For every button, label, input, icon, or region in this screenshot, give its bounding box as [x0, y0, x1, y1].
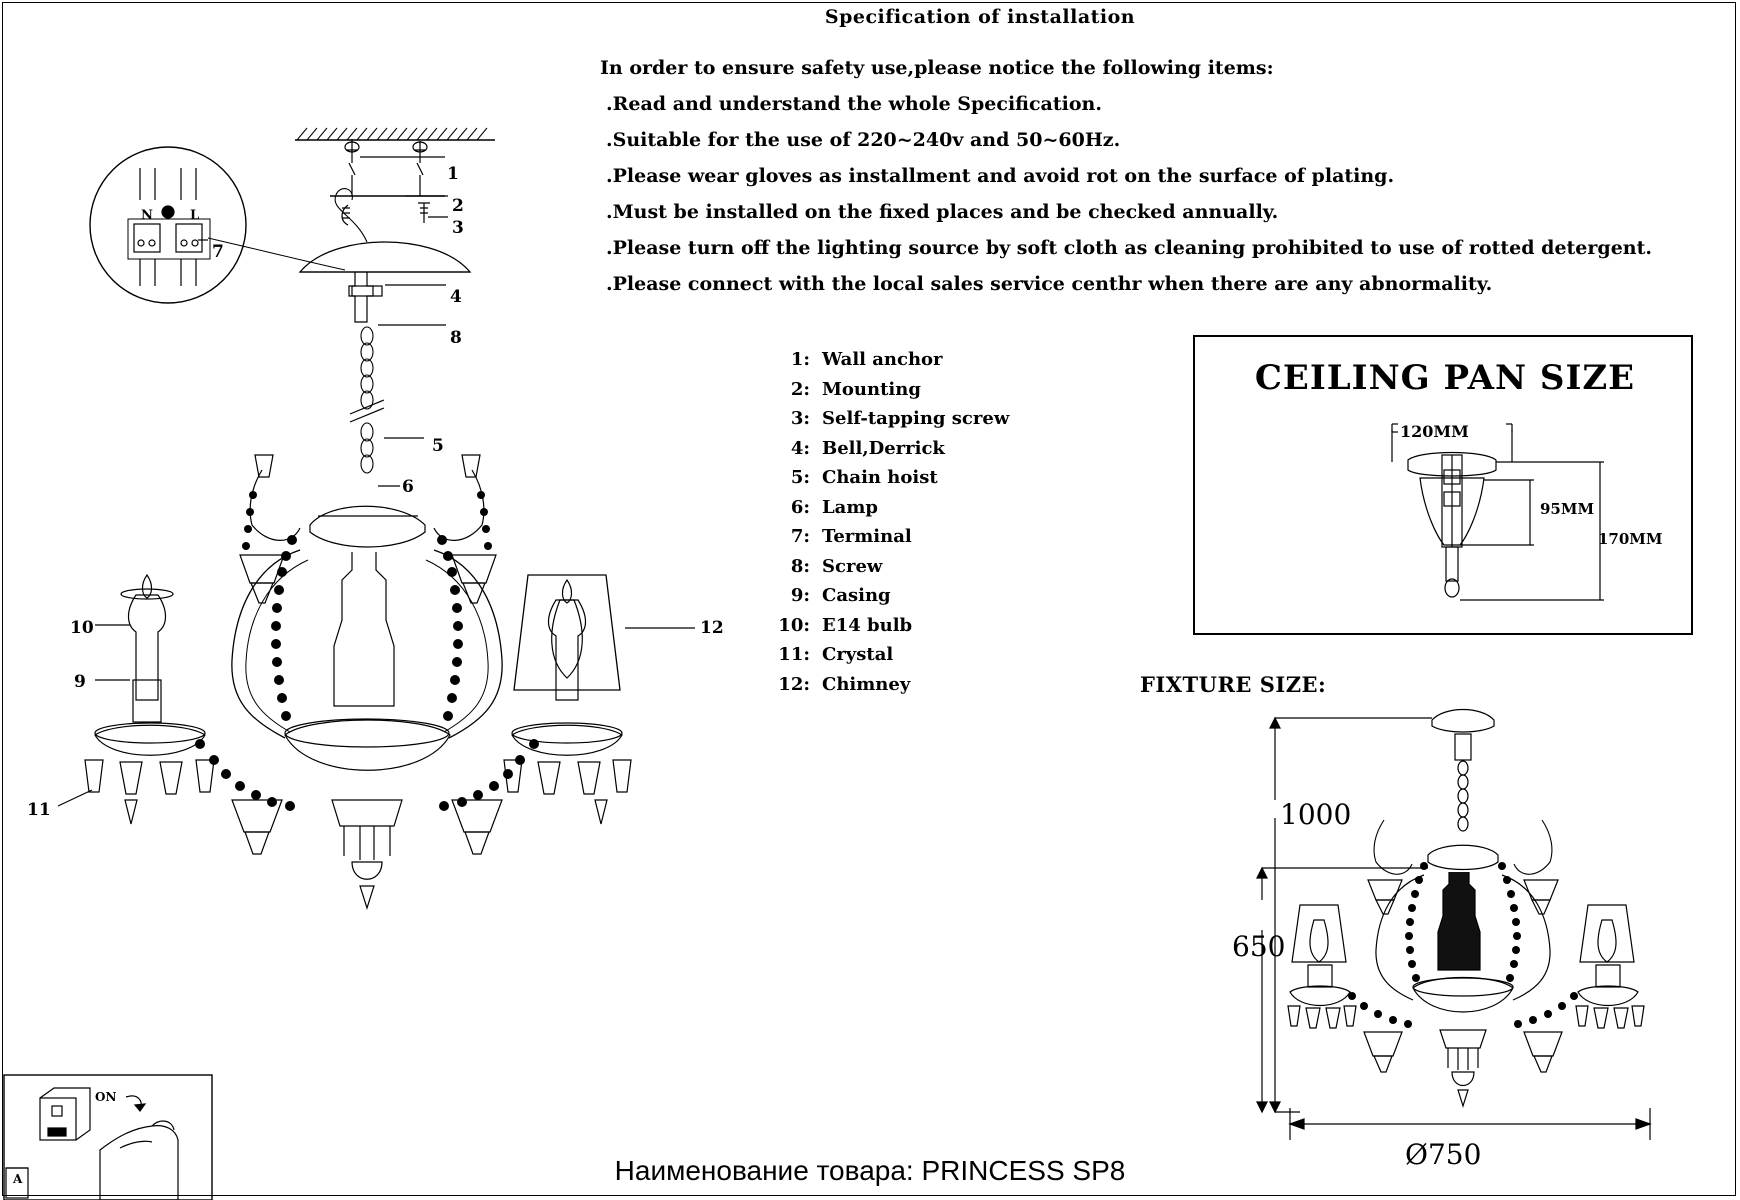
ceiling-pan-height-dim: 170MM: [1598, 530, 1663, 548]
wiring-note-label: A: [13, 1172, 23, 1186]
part-number: 12:: [778, 673, 810, 695]
part-name: Bell,Derrick: [822, 437, 945, 459]
fixture-body-height-dim: 650: [1232, 930, 1286, 963]
ceiling-pan-depth-dim: 95MM: [1540, 500, 1595, 518]
part-number: 8:: [790, 555, 810, 577]
fixture-size-drawing: [1257, 710, 1650, 1141]
part-number: 2:: [790, 378, 810, 400]
callout-5: 5: [432, 436, 444, 456]
part-name: Chain hoist: [822, 467, 938, 488]
safety-bullet-1: .Read and understand the whole Specification.: [606, 93, 1102, 115]
callout-1: 1: [447, 164, 459, 184]
fixture-total-height-dim: 1000: [1280, 798, 1352, 831]
fixture-diameter-dim: Ø750: [1405, 1138, 1482, 1171]
chandelier-main-drawing: [58, 455, 695, 908]
callout-9: 9: [74, 672, 86, 692]
part-number: 5:: [790, 467, 810, 488]
callout-6: 6: [402, 477, 414, 497]
safety-bullet-2: .Suitable for the use of 220~240v and 50~60Hz.: [606, 129, 1121, 151]
fixture-size-label: FIXTURE SIZE:: [1140, 672, 1327, 697]
safety-bullet-4: .Must be installed on the fixed places and be checked annually.: [606, 201, 1279, 223]
callout-10: 10: [70, 618, 94, 638]
callout-8-top: 8: [450, 328, 462, 348]
callout-12: 12: [700, 618, 724, 638]
part-number: 9:: [790, 585, 810, 606]
safety-bullet-5: .Please turn off the lighting source by soft cloth as cleaning prohibited to use of rotted detergent.: [606, 237, 1652, 259]
terminal-l-label: L: [190, 208, 200, 223]
part-number: 10:: [778, 614, 810, 636]
callout-2: 2: [452, 196, 464, 216]
part-number: 11:: [778, 644, 810, 665]
safety-bullet-3: .Please wear gloves as installment and avoid rot on the surface of plating.: [606, 165, 1395, 187]
part-number: 6:: [790, 496, 810, 518]
part-number: 3:: [790, 408, 810, 429]
callout-11: 11: [27, 800, 51, 820]
wiring-press-label: ON: [95, 1090, 117, 1104]
page-title: Specification of installation: [824, 6, 1136, 28]
callout-7: 7: [212, 242, 224, 262]
callout-4: 4: [450, 287, 462, 307]
terminal-n-label: N: [141, 208, 153, 223]
terminal-detail-icon: [90, 147, 345, 303]
part-name: Terminal: [822, 526, 912, 547]
part-name: Crystal: [822, 644, 894, 665]
part-name: Chimney: [822, 673, 911, 695]
safety-lead: In order to ensure safety use,please notice the following items:: [600, 57, 1274, 79]
part-name: Casing: [822, 585, 891, 606]
part-name: Mounting: [822, 378, 921, 400]
part-name: Screw: [822, 555, 883, 577]
ceiling-pan-width-dim: 120MM: [1400, 422, 1469, 441]
part-name: E14 bulb: [822, 614, 913, 636]
canopy-bell-icon: [300, 189, 470, 486]
callout-3: 3: [452, 218, 464, 238]
ceiling-pan-drawing: [1392, 424, 1604, 600]
part-name: Self-tapping screw: [822, 408, 1010, 429]
part-name: Lamp: [822, 496, 878, 518]
part-name: Wall anchor: [822, 349, 943, 370]
ceiling-pan-title: CEILING PAN SIZE: [1254, 358, 1636, 398]
part-number: 7:: [790, 526, 810, 547]
safety-bullet-6: .Please connect with the local sales service centhr when there are any abnormality.: [606, 273, 1493, 295]
ceiling-surface-icon: [295, 128, 495, 325]
part-number: 4:: [790, 437, 810, 459]
part-number: 1:: [790, 349, 810, 370]
product-caption: Наименование товара: PRINCESS SP8: [614, 1155, 1126, 1186]
